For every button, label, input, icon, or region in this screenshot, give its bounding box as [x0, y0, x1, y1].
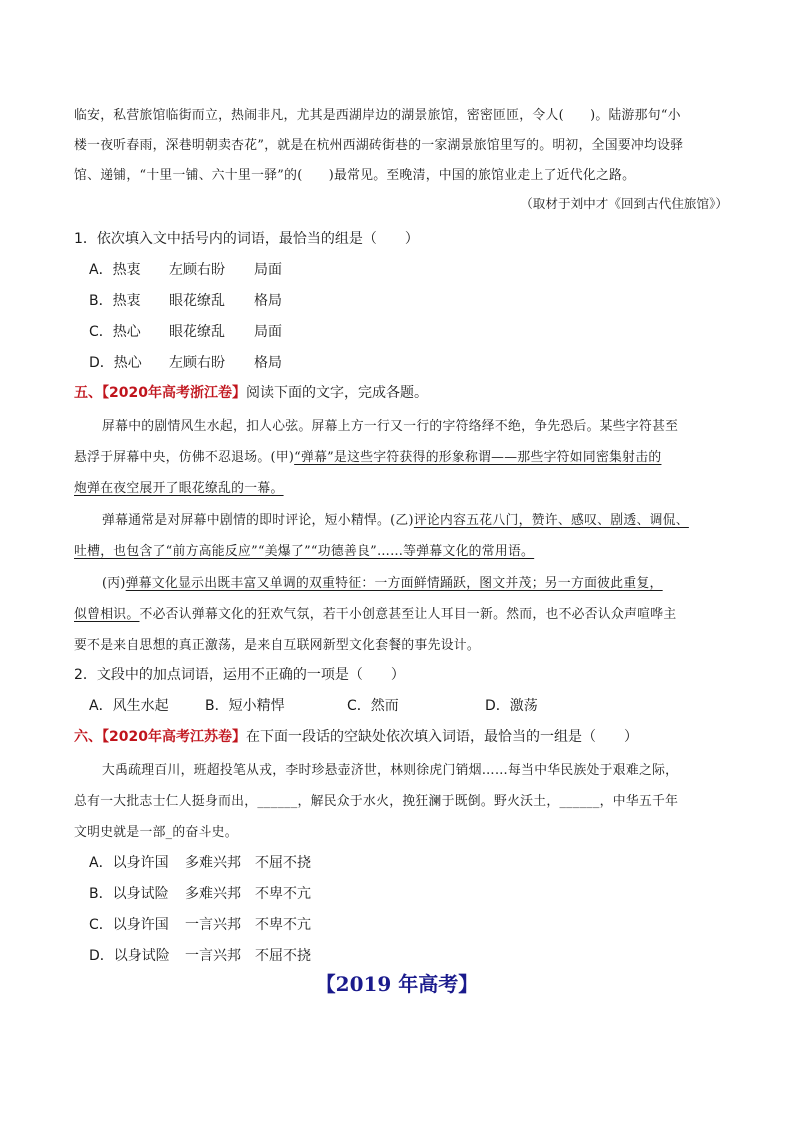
section-6-heading	[74, 726, 638, 746]
option-key: A．热衷	[89, 262, 141, 278]
sec5-para1-line1: 屏幕中的剧情风生水起，扣人心弦。屏幕上方一行又一行的字符络绎不绝，争先恐后。某些字符甚至	[102, 419, 679, 434]
option-key: C．热心	[89, 324, 141, 340]
option-word-2: 一言兴邦	[185, 948, 241, 964]
question-6-option-a[interactable]	[89, 852, 311, 872]
option-word-3: 局面	[254, 262, 282, 278]
option-key: A．以身许国	[89, 855, 169, 871]
question-2-options	[89, 695, 538, 715]
sec5-text: (丙)	[102, 576, 126, 591]
option-word-3: 格局	[254, 355, 282, 371]
option-word-2: 左顾右盼	[169, 262, 225, 278]
question-2-option-b[interactable]: B．短小精悍	[205, 698, 285, 714]
question-1-stem: 1．依次填入文中括号内的词语，最恰当的组是（ ）	[74, 231, 419, 247]
question-6-option-d[interactable]	[89, 945, 311, 965]
sec5-para2-line2	[74, 540, 534, 559]
option-word-2: 一言兴邦	[185, 917, 241, 933]
section-6-instruction: 在下面一段话的空缺处依次填入词语，最恰当的一组是（ ）	[245, 729, 638, 745]
option-key: D．热心	[89, 355, 142, 371]
option-word-2: 眼花缭乱	[169, 324, 225, 340]
option-word-3: 不屈不挠	[255, 855, 311, 871]
sec6-passage-line1: 大禹疏理百川，班超投笔从戎，李时珍悬壶济世，林则徐虎门销烟……每当中华民族处于艰难之际，	[102, 763, 679, 778]
passage-line-2: 楼一夜听春雨，深巷明朝卖杏花”，就是在杭州西湖砖街巷的一家湖景旅馆里写的。明初，全国要冲均设驿	[74, 138, 684, 153]
passage-line-3: 馆、递铺，“十里一铺、六十里一驿”的( )最常见。至晚清，中国的旅馆业走上了近代化之路。	[74, 168, 636, 183]
option-word-3: 不卑不亢	[255, 886, 311, 902]
sec6-passage-line3: 文明史就是一部_的奋斗史。	[74, 825, 238, 840]
option-key: B．以身试险	[89, 886, 169, 902]
passage-line-1: 临安，私营旅馆临街而立，热闹非凡，尤其是西湖岸边的湖景旅馆，密密匝匝，令人( )。陆游那句“小	[74, 108, 681, 123]
sec5-para3-line1	[102, 572, 663, 591]
option-word-3: 不屈不挠	[255, 948, 311, 964]
section-5-heading	[74, 382, 428, 402]
sec5-underlined-bing: 弹幕文化显示出既丰富又单调的双重特征：一方面鲜情踊跃，图文并茂；另一方面彼此重复，	[125, 576, 663, 591]
question-1-option-c[interactable]	[89, 321, 282, 341]
question-2-option-c[interactable]: C．然而	[347, 698, 399, 714]
question-2-stem: 2．文段中的加点词语，运用不正确的一项是（ ）	[74, 667, 405, 683]
option-word-3: 局面	[254, 324, 282, 340]
option-word-3: 格局	[254, 293, 282, 309]
question-1-option-a[interactable]	[89, 259, 282, 279]
question-6-option-c[interactable]	[89, 914, 311, 934]
question-2-option-a[interactable]: A．风生水起	[89, 698, 169, 714]
sec5-para1-line2	[74, 446, 661, 465]
sec5-underlined-jia: “弹幕”是这些字符获得的形象称谓——那些字符如同密集射击的	[294, 450, 662, 465]
option-word-2: 左顾右盼	[169, 355, 225, 371]
sec5-underlined-bing-end: 似曾相识。	[74, 607, 140, 622]
option-key: D．以身试险	[89, 948, 170, 964]
sec5-underlined-yi-end: 吐槽，也包含了“前方高能反应”“美爆了”“功德善良”……等弹幕文化的常用语。	[74, 544, 535, 559]
sec5-underlined-jia-end: 炮弹在夜空展开了眼花缭乱的一幕。	[74, 481, 284, 496]
section-5-prefix: 五、	[74, 385, 102, 401]
sec5-para2-line1	[102, 509, 689, 528]
option-word-2: 多难兴邦	[185, 886, 241, 902]
section-5-instruction: 阅读下面的文字，完成各题。	[245, 385, 428, 401]
section-5-source-tag: 【2020年高考浙江卷】	[102, 385, 246, 401]
passage-source: （取材于刘中才《回到古代住旅馆》）	[520, 196, 728, 211]
option-word-3: 不卑不亢	[255, 917, 311, 933]
section-6-prefix: 六、	[74, 729, 102, 745]
question-2-option-d[interactable]: D．激荡	[485, 698, 538, 714]
sec5-text: 悬浮于屏幕中央，仿佛不忍退场。(甲)	[74, 450, 295, 465]
sec5-text: 不必否认弹幕文化的狂欢气氛，若干小创意甚至让人耳目一新。然而，也不必否认众声喧哗主	[139, 607, 677, 622]
sec5-underlined-yi: 评论内容五花八门，赞许、感叹、剧透、调侃、	[413, 513, 689, 528]
option-word-2: 眼花缭乱	[169, 293, 225, 309]
sec5-text: 弹幕通常是对屏幕中剧情的即时评论，短小精悍。(乙)	[102, 513, 414, 528]
sec5-para3-line3: 要不是来自思想的真正激荡，是来自互联网新型文化套餐的事先设计。	[74, 638, 481, 653]
option-key: C．以身许国	[89, 917, 169, 933]
question-6-option-b[interactable]	[89, 883, 311, 903]
option-key: B．热衷	[89, 293, 141, 309]
question-1-option-b[interactable]	[89, 290, 282, 310]
section-6-source-tag: 【2020年高考江苏卷】	[102, 729, 246, 745]
sec5-para3-line2	[74, 603, 676, 622]
sec6-passage-line2: 总有一大批志士仁人挺身而出，______，解民众于水火，挽狂澜于既倒。野火沃土，______，中华五千年	[74, 794, 679, 809]
sec5-para1-line3	[74, 477, 284, 496]
question-1-option-d[interactable]	[89, 352, 282, 372]
section-header-2019: 【2019 年高考】	[315, 972, 479, 996]
option-word-2: 多难兴邦	[185, 855, 241, 871]
